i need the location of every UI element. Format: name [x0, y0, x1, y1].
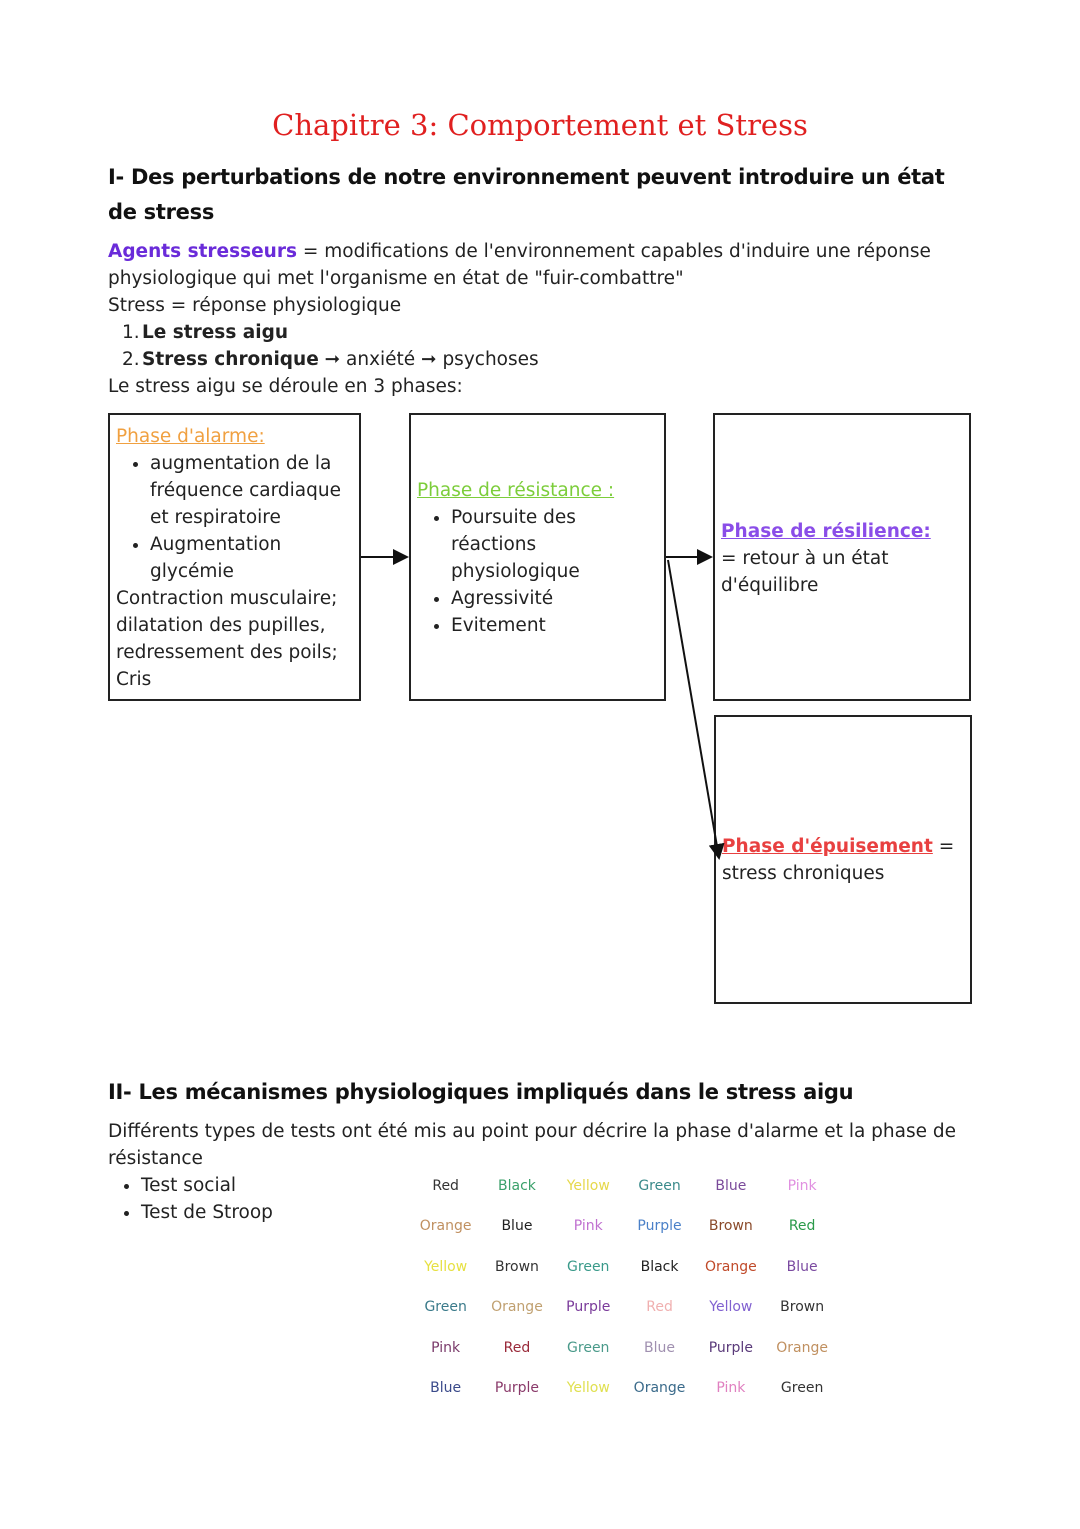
list-item [122, 319, 539, 346]
stroop-word: Blue [644, 1339, 676, 1356]
list-item: • Poursuite des réactions physiologique [451, 504, 658, 585]
phase-resistance-box [409, 413, 666, 701]
phase-epuisement-equals: = [932, 836, 955, 857]
stroop-word: Purple [708, 1339, 753, 1356]
list-item: • Augmentation glycémie [150, 531, 353, 585]
stroop-word: Yellow [709, 1299, 753, 1316]
list-bold-text: Stress chronique [142, 349, 319, 370]
stroop-row [410, 1259, 838, 1299]
phase-resilience-title: Phase de résilience: [721, 521, 931, 542]
stroop-word: Green [424, 1299, 467, 1316]
phase-alarm-title: Phase d'alarme: [116, 426, 265, 447]
list-item: • Test de Stroop [141, 1199, 273, 1226]
stroop-word: Yellow [566, 1178, 610, 1194]
stroop-word: Yellow [424, 1258, 468, 1275]
tests-intro: Différents types de tests ont été mis au point pour décrire la phase d'alarme et la phase de résistance [108, 1121, 957, 1169]
phase-epuisement-heading [722, 833, 964, 860]
tests-list [108, 1172, 273, 1226]
stroop-word: Red [503, 1339, 531, 1356]
stroop-word: Black [640, 1258, 679, 1275]
stroop-row [410, 1380, 838, 1420]
list-number: 2. [122, 349, 140, 370]
agents-term: Agents stresseurs [108, 241, 297, 262]
stroop-word: Black [498, 1178, 536, 1194]
page-title: Chapitre 3: Comportement et Stress [272, 108, 808, 142]
section1-heading: I- Des perturbations de notre environnement peuvent introduire un état de stress [108, 165, 945, 224]
stroop-word: Blue [501, 1218, 533, 1235]
stroop-word: Purple [637, 1218, 682, 1235]
phase-resistance-bullets [417, 504, 658, 639]
phase-epuisement-text: stress chroniques [722, 863, 885, 884]
list-rest-text: ➞ anxiété ➞ psychoses [318, 349, 539, 370]
stroop-word: Orange [776, 1339, 828, 1356]
stroop-word: Purple [566, 1299, 611, 1316]
agents-definition [108, 238, 938, 292]
list-item: • augmentation de la fréquence cardiaque et respiratoire [150, 450, 353, 531]
stroop-word: Green [780, 1379, 824, 1396]
arrow-resistance-to-epuisement [668, 560, 719, 858]
stroop-word: Green [567, 1258, 610, 1275]
stroop-word: Brown [780, 1299, 825, 1316]
phase-resilience-text: = retour à un état d'équilibre [721, 548, 889, 596]
stroop-word: Orange [704, 1258, 757, 1275]
stroop-word: Blue [430, 1379, 462, 1396]
phase-resilience-box [713, 413, 971, 701]
list-item: • Evitement [451, 612, 658, 639]
phase-epuisement-title: Phase d'épuisement [722, 836, 933, 857]
phase-resistance-title: Phase de résistance : [417, 480, 615, 501]
list-item: • Test social [141, 1172, 273, 1199]
agents-def-text: = modifications de l'environnement capables d'induire une réponse physiologique qui met l'organisme en état de "fuir-combattre" [108, 241, 931, 289]
stroop-word: Yellow [566, 1379, 610, 1396]
stroop-word: Brown [708, 1218, 753, 1235]
list-item [122, 346, 539, 373]
phases-intro: Le stress aigu se déroule en 3 phases: [108, 376, 463, 397]
stroop-word: Red [646, 1299, 673, 1316]
list-bold-text: Le stress aigu [142, 322, 289, 343]
stroop-word: Brown [494, 1258, 539, 1275]
stroop-row [410, 1340, 838, 1380]
stroop-row [410, 1178, 838, 1218]
stroop-word: Pink [431, 1339, 461, 1356]
stroop-word: Blue [715, 1178, 747, 1194]
stroop-word: Pink [787, 1178, 817, 1194]
stroop-word: Green [638, 1178, 681, 1194]
stroop-word: Pink [573, 1218, 603, 1235]
phase-alarm-box [108, 413, 361, 701]
stroop-word: Blue [786, 1258, 818, 1275]
stroop-word: Purple [494, 1379, 540, 1396]
stress-definition: Stress = réponse physiologique [108, 295, 402, 316]
stroop-word: Green [567, 1339, 610, 1356]
stroop-row [410, 1299, 838, 1339]
stroop-word: Orange [633, 1379, 686, 1396]
stress-types-list [122, 319, 539, 373]
stroop-test-grid [410, 1178, 838, 1420]
phase-epuisement-box [714, 715, 972, 1004]
stroop-word: Red [788, 1218, 816, 1235]
stroop-word: Orange [491, 1299, 543, 1316]
phase-alarm-bullets [116, 450, 353, 585]
stroop-word: Orange [419, 1218, 472, 1235]
stroop-word: Pink [716, 1379, 746, 1396]
section2-heading: II- Les mécanismes physiologiques impliqués dans le stress aigu [108, 1080, 854, 1104]
stroop-word: Red [432, 1178, 459, 1194]
phase-alarm-text: Contraction musculaire; dilatation des pupilles, redressement des poils; Cris [116, 588, 338, 690]
list-number: 1. [122, 322, 140, 343]
list-item: • Agressivité [451, 585, 658, 612]
stroop-row [410, 1218, 838, 1258]
